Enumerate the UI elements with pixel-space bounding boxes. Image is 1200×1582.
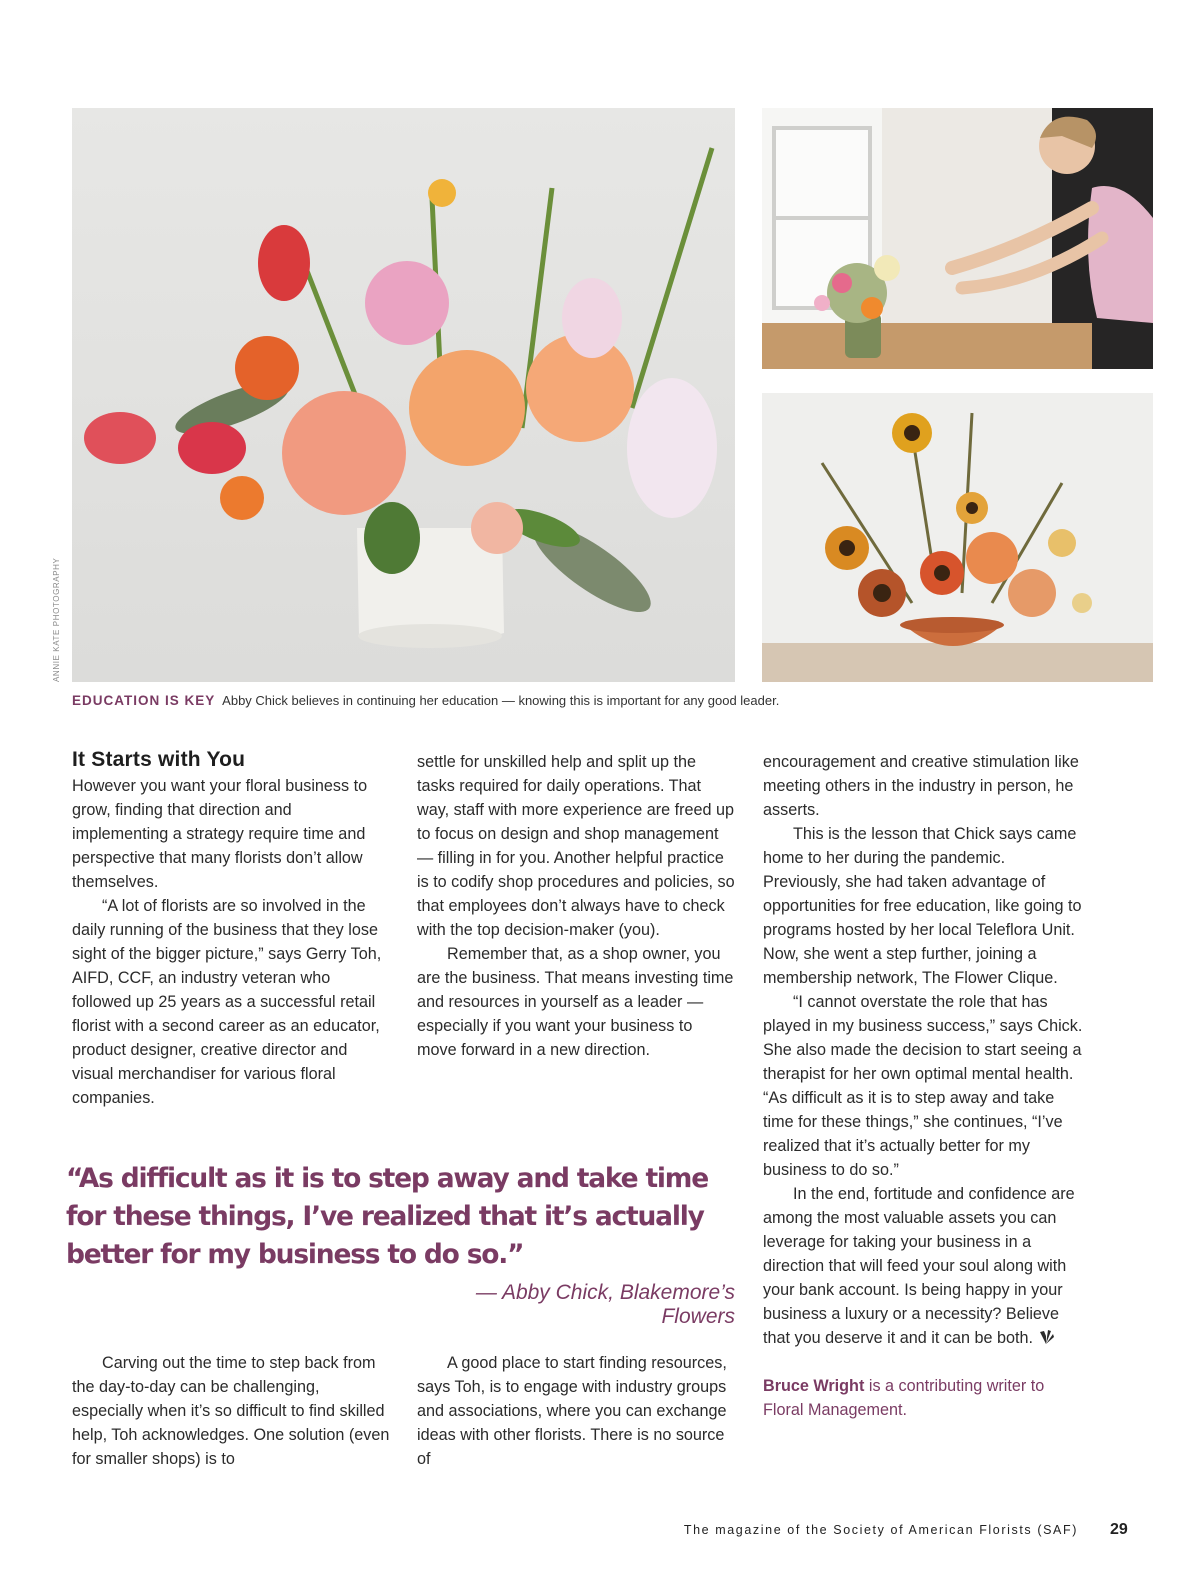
paragraph-text: In the end, fortitude and confidence are among the most valuable assets you can leverage for taking your business in a direction that will feed your soul along with your bank account. Is being happy in your business a luxury or a necessity? Believe that you deserve it and it can be both. xyxy=(763,1185,1075,1347)
author-bio xyxy=(763,1374,1085,1422)
florist-arranging-photo xyxy=(762,108,1153,369)
paragraph: settle for unskilled help and split up the tasks required for daily operations. That way, staff with more experience are freed up to focus on design and shop management — filling in for you. Another helpful practice is to codify shop procedures and policies, so that employees don’t always have to check with the top decision-maker (you). xyxy=(417,753,735,939)
paragraph: Remember that, as a shop owner, you are the business. That means investing time and resources in yourself as a leader — especially if you want your business to move forward in a new direction. xyxy=(417,945,734,1059)
author-bio-text: is a contributing writer to Floral Management. xyxy=(763,1377,1045,1419)
magazine-footer: The magazine of the Society of American Florists (SAF) xyxy=(683,1523,1078,1537)
paragraph: “A lot of florists are so involved in the daily running of the business that they lose sight of the bigger picture,” says Gerry Toh, AIFD, CCF, an industry veteran who followed up 25 years as a successful retail florist with a second career as an educator, product designer, creative director and visual merchandiser for various floral companies. xyxy=(72,897,382,1107)
paragraph-final xyxy=(763,1182,1085,1350)
bouquet-photo xyxy=(72,108,735,682)
article-column-1-bottom xyxy=(72,1351,390,1471)
paragraph: “I cannot overstate the role that has played in my business success,” says Chick. She also made the decision to start seeing a therapist for her own optimal mental health. “As difficult as it is to step away and take time for these things,” she continues, “I’ve realized that it’s actually better for my business to do so.” xyxy=(763,993,1083,1179)
paragraph: This is the lesson that Chick says came home to her during the pandemic. Previously, she had taken advantage of opportunities for free education, like going to programs hosted by her local Teleflora Unit. Now, she went a step further, joining a membership network, The Flower Clique. xyxy=(763,825,1082,987)
end-mark-icon xyxy=(1037,1328,1055,1346)
sunflower-arrangement-photo xyxy=(762,393,1153,682)
paragraph: encouragement and creative stimulation like meeting others in the industry in person, he asserts. xyxy=(763,753,1079,819)
page-number: 29 xyxy=(1110,1521,1128,1538)
author-name: Bruce Wright xyxy=(763,1377,865,1395)
caption-text: Abby Chick believes in continuing her education — knowing this is important for any good leader. xyxy=(222,693,780,708)
photo-credit: ANNIE KATE PHOTOGRAPHY xyxy=(52,557,61,682)
section-heading: It Starts with You xyxy=(72,748,246,771)
pull-quote: “As difficult as it is to step away and take time for these things, I’ve realized that it’s actually better for my business to do so.” xyxy=(66,1163,708,1270)
paragraph: Carving out the time to step back from the day-to-day can be challenging, especially when it’s so difficult to find skilled help, Toh acknowledges. One solution (even for smaller shops) is to xyxy=(72,1354,390,1468)
article-column-2-bottom xyxy=(417,1351,735,1471)
caption-kicker: EDUCATION IS KEY xyxy=(72,693,216,708)
paragraph: A good place to start finding resources, says Toh, is to engage with industry groups and associations, where you can exchange ideas with other florists. There is no source of xyxy=(417,1354,727,1468)
paragraph: However you want your floral business to grow, finding that direction and implementing a strategy require time and perspective that many florists don’t allow themselves. xyxy=(72,777,368,891)
article-column-1-top xyxy=(72,746,390,1110)
pull-quote-attribution: — Abby Chick, Blakemore’s Flowers xyxy=(475,1281,735,1328)
article-column-3 xyxy=(763,750,1085,1422)
photo-caption xyxy=(72,693,1152,708)
article-column-2-top xyxy=(417,750,735,1062)
